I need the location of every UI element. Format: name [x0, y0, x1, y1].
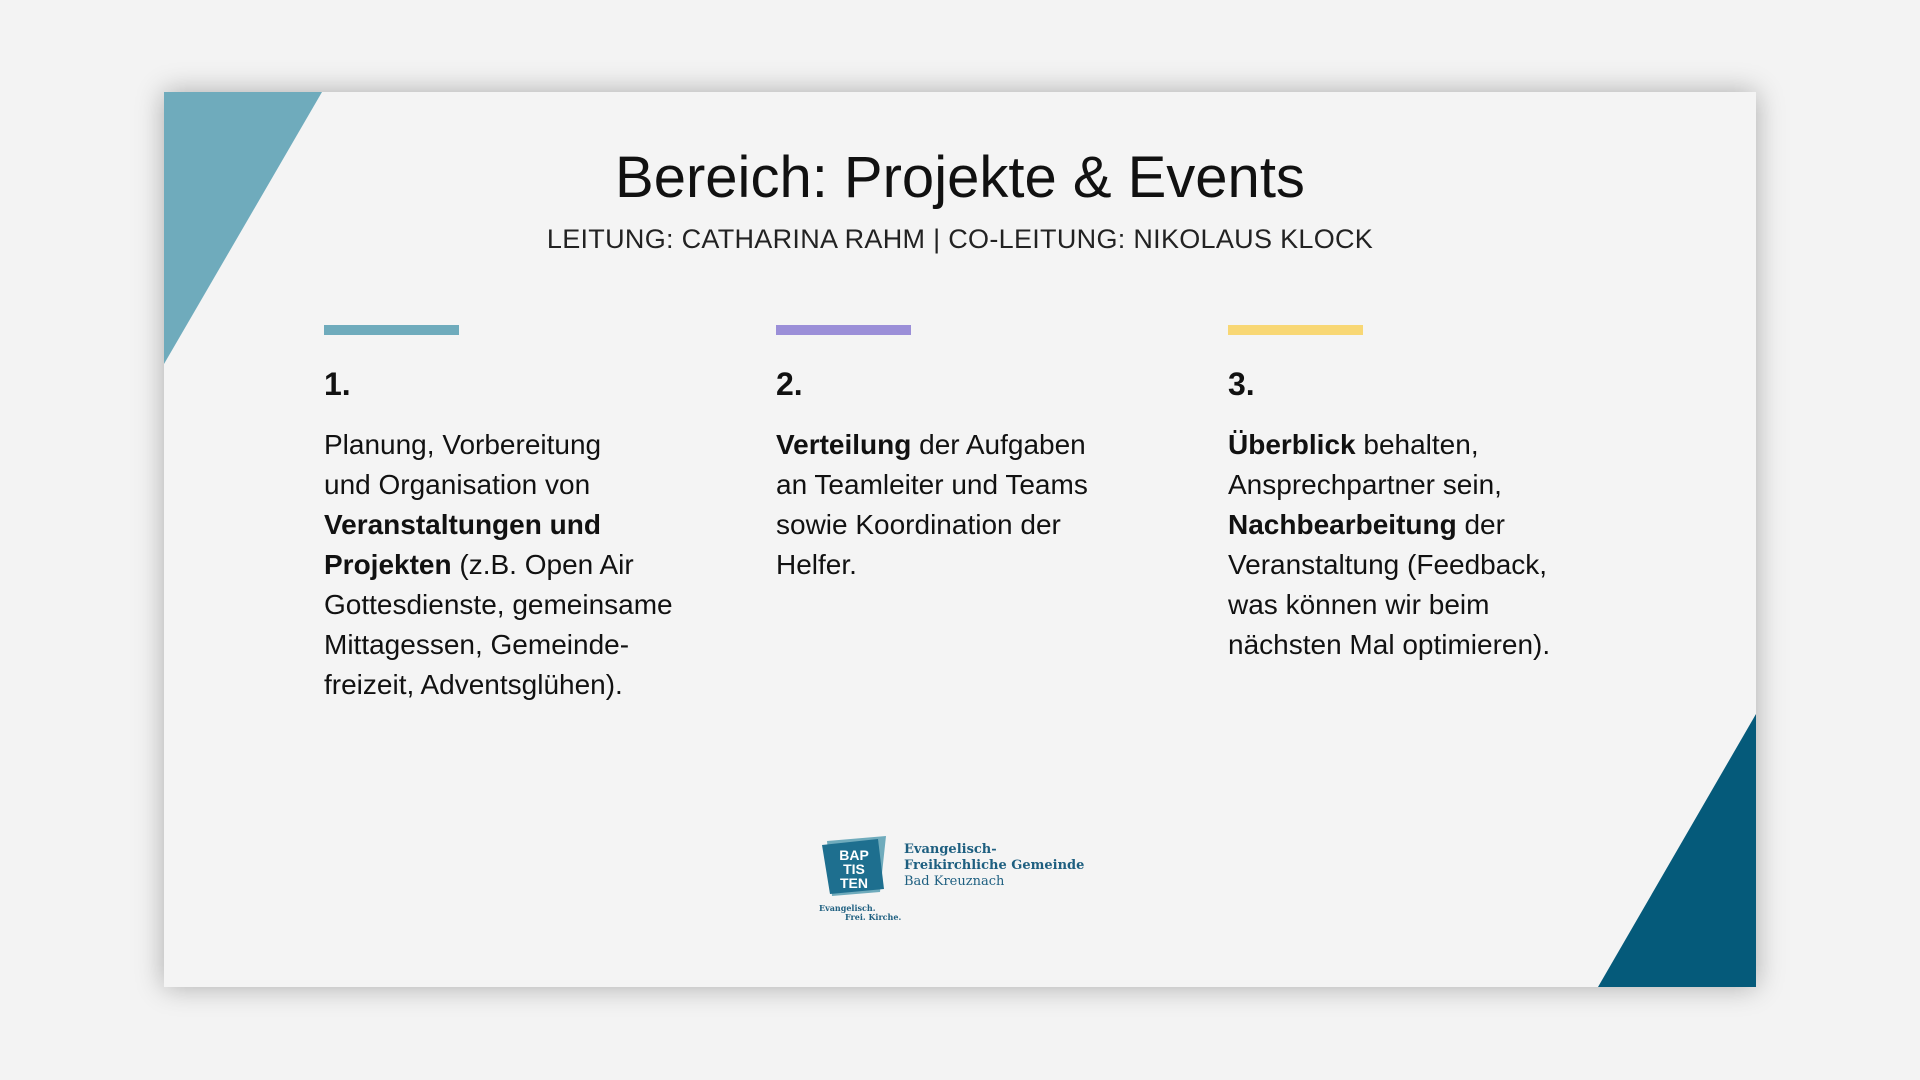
text-run: Helfer.	[776, 549, 857, 581]
text-run: an Teamleiter und Teams	[776, 469, 1088, 501]
column-text-line	[324, 665, 724, 705]
text-run: der	[1456, 509, 1505, 541]
organization-location: Bad Kreuznach	[904, 874, 1005, 889]
text-run: was können wir beim	[1228, 589, 1490, 621]
text-run: Planung, Vorbereitung	[324, 429, 602, 461]
column-accent-bar	[776, 325, 911, 335]
slide	[164, 92, 1756, 987]
column-text-line	[324, 625, 724, 665]
text-run: Gottesdienste, gemeinsame	[324, 589, 673, 621]
logo-badge-line: BAP	[839, 847, 869, 863]
slide-title: Bereich: Projekte & Events	[615, 145, 1305, 210]
column-text-line	[776, 425, 1176, 465]
column-text-line	[1228, 425, 1628, 465]
text-run: sowie Koordination der	[776, 509, 1061, 541]
column-text	[1228, 425, 1628, 665]
logo-badge-line: TEN	[840, 875, 868, 891]
text-run: der Aufgaben	[911, 429, 1086, 461]
logo-badge-line: TIS	[843, 861, 865, 877]
organization-line: Evangelisch-	[904, 842, 997, 857]
column-text-line	[1228, 585, 1628, 625]
bold-text-run: Projekten	[324, 549, 452, 581]
column-text-line	[324, 505, 724, 545]
text-run: behalten,	[1355, 429, 1479, 461]
column-text-line	[324, 545, 724, 585]
text-run: freizeit, Adventsglühen).	[324, 669, 623, 701]
text-run: Veranstaltung (Feedback,	[1228, 549, 1548, 581]
column-number: 3.	[1228, 366, 1255, 402]
column-text-line	[776, 465, 1176, 505]
bold-text-run: Nachbearbeitung	[1228, 509, 1457, 541]
column-1	[324, 325, 724, 705]
column-text-line	[324, 585, 724, 625]
bold-text-run: Veranstaltungen und	[324, 509, 601, 541]
logo-tagline-line: Frei. Kirche.	[845, 912, 902, 922]
column-accent-bar	[1228, 325, 1363, 335]
column-text-line	[776, 505, 1176, 545]
column-text-line	[1228, 545, 1628, 585]
column-text-line	[776, 545, 1176, 585]
logo-tagline	[819, 904, 901, 922]
column-number: 1.	[324, 366, 351, 402]
organization-name	[904, 842, 1084, 890]
slide-subtitle: LEITUNG: CATHARINA RAHM | CO-LEITUNG: NIKOLAUS KLOCK	[546, 224, 1374, 254]
column-text-line	[324, 465, 724, 505]
column-text-line	[324, 425, 724, 465]
logo-tagline-line: Evangelisch.	[819, 903, 876, 913]
column-text	[776, 425, 1176, 585]
text-run: Ansprechpartner sein,	[1228, 469, 1502, 501]
column-text-line	[1228, 625, 1628, 665]
column-2	[776, 325, 1176, 585]
text-run: und Organisation von	[324, 469, 591, 501]
column-3	[1228, 325, 1628, 665]
text-run: nächsten Mal optimieren).	[1228, 629, 1551, 661]
column-text	[324, 425, 724, 705]
organization-line: Freikirchliche Gemeinde	[904, 858, 1085, 873]
bold-text-run: Verteilung	[776, 429, 912, 461]
bold-text-run: Überblick	[1228, 429, 1356, 461]
text-run: Mittagessen, Gemeinde-	[324, 629, 630, 661]
bottom-right-triangle	[1598, 714, 1756, 987]
column-accent-bar	[324, 325, 459, 335]
column-number: 2.	[776, 366, 803, 402]
column-text-line	[1228, 505, 1628, 545]
column-text-line	[1228, 465, 1628, 505]
text-run: (z.B. Open Air	[451, 549, 634, 581]
